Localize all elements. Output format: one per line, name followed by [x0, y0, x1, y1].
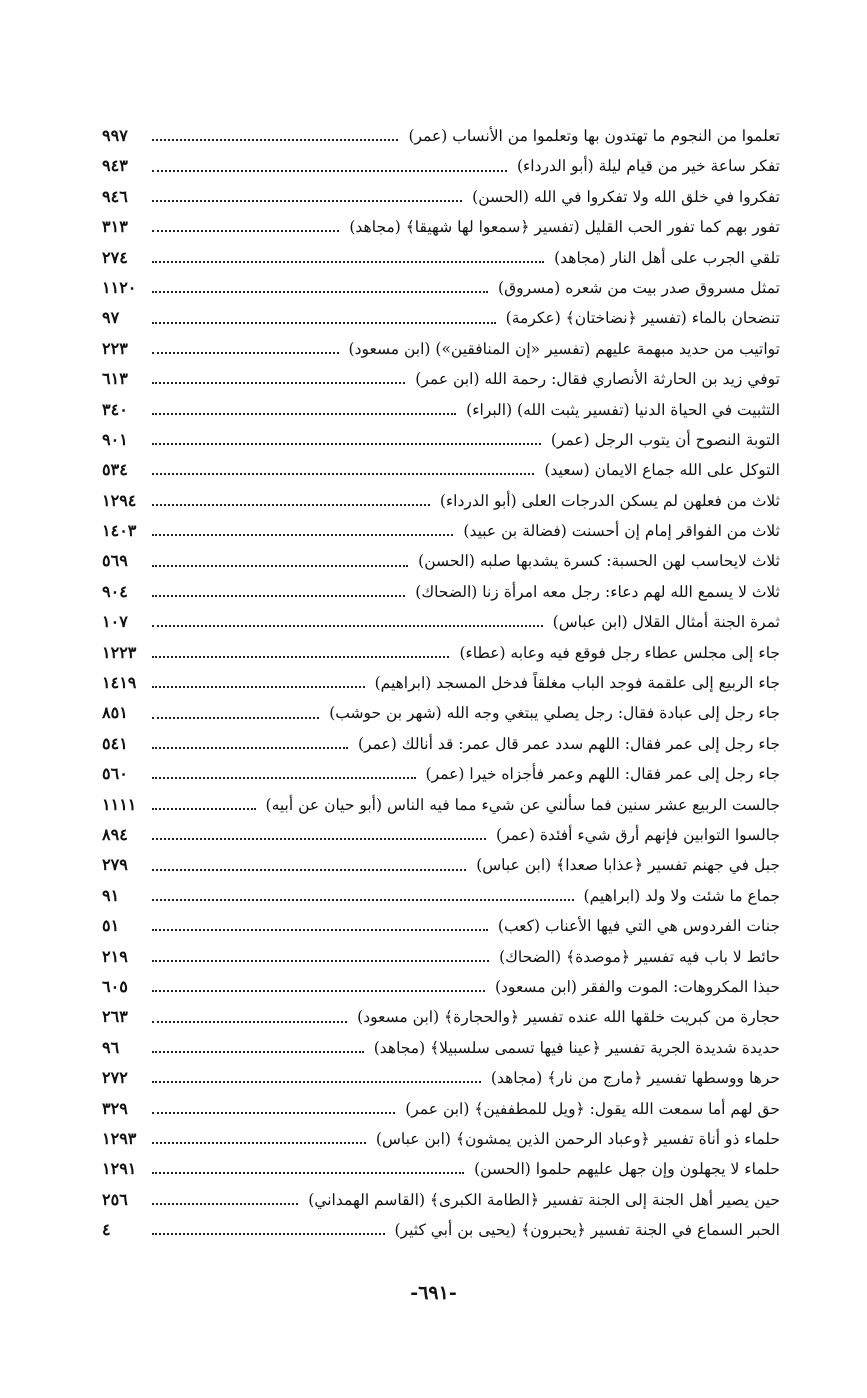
entry-text: تفور بهم كما تفور الحب القليل (تفسير ﴿سمعوا لها شهيقا﴾ (مجاهد)	[349, 218, 780, 237]
entry-text: حلماء لا يجهلون وإن جهل عليهم حلموا (الحسن)	[474, 1160, 780, 1179]
index-entry	[102, 638, 780, 668]
dot-leader	[152, 1021, 347, 1023]
dot-leader	[152, 1112, 395, 1114]
entry-page-number: ٢٧٩	[102, 855, 128, 875]
entry-text: حق لهم أما سمعت الله يقول: ﴿ويل للمطففين﴾ (ابن عمر)	[405, 1099, 780, 1118]
index-entry	[102, 455, 780, 485]
index-entry	[102, 1094, 780, 1124]
entry-page-number: ٢٧٤	[102, 247, 128, 267]
index-entry	[102, 395, 780, 425]
entry-text: ثمرة الجنة أمثال القلال (ابن عباس)	[552, 613, 780, 632]
entry-text: حرها ووسطها تفسير ﴿مارج من نار﴾ (مجاهد)	[490, 1069, 780, 1088]
index-entry	[102, 1154, 780, 1184]
entry-page-number: ٣٢٩	[102, 1098, 128, 1118]
entry-text: تنضحان بالماء (تفسير ﴿نضاختان﴾ (عكرمة)	[505, 309, 780, 328]
index-entry	[102, 850, 780, 880]
index-entry	[102, 364, 780, 394]
entry-page-number: ٥٣٤	[102, 460, 128, 480]
entry-page-number: ٢١٩	[102, 946, 128, 966]
dot-leader	[152, 625, 543, 627]
index-entry	[102, 303, 780, 333]
entry-text: تعلموا من النجوم ما تهتدون بها وتعلموا من الأنساب (عمر)	[408, 127, 780, 145]
dot-leader	[152, 352, 339, 354]
entry-page-number: ٦٠٥	[102, 976, 128, 996]
entry-text: ثلاث لايحاسب لهن الحسبة: كسرة يشدبها صلبه (الحسن)	[418, 552, 780, 571]
dot-leader	[152, 929, 488, 931]
entry-page-number: ٥٤١	[102, 733, 128, 753]
entry-page-number: ٢٥٦	[102, 1189, 128, 1209]
dot-leader	[152, 382, 405, 384]
entry-text: التوكل على الله جماع الايمان (سعيد)	[544, 461, 780, 480]
entry-page-number: ١٤١٩	[102, 673, 137, 693]
entry-page-number: ٩٧	[102, 308, 120, 328]
index-entry	[102, 243, 780, 273]
entry-text: ثلاث لا يسمع الله لهم دعاء: رجل معه امرأة زنا (الضحاك)	[415, 582, 780, 601]
entry-text: حلماء ذو أناة تفسير ﴿وعباد الرحمن الذين يمشون﴾ (ابن عباس)	[375, 1129, 780, 1148]
entry-text: تفكر ساعة خير من قيام ليلة (أبو الدرداء)	[516, 157, 780, 176]
entry-text: توفي زيد بن الحارثة الأنصاري فقال: رحمة الله (ابن عمر)	[415, 370, 780, 389]
index-entry	[102, 972, 780, 1002]
index-entry	[102, 911, 780, 941]
entry-page-number: ٣١٣	[102, 217, 128, 237]
entry-page-number: ٢٧٢	[102, 1068, 128, 1088]
index-entry	[102, 212, 780, 242]
dot-leader	[152, 170, 507, 172]
index-list	[102, 121, 780, 1245]
dot-leader	[152, 1081, 481, 1083]
dot-leader	[152, 413, 456, 415]
dot-leader	[152, 1142, 366, 1144]
dot-leader	[152, 534, 453, 536]
dot-leader	[152, 838, 486, 840]
index-entry	[102, 121, 780, 151]
index-entry	[102, 820, 780, 850]
index-entry	[102, 516, 780, 546]
entry-text: جالست الربيع عشر سنين فما سألني عن شيء مما فيه الناس (أبو حيان عن أبيه)	[265, 795, 780, 814]
dot-leader	[152, 595, 405, 597]
dot-leader	[152, 747, 348, 749]
entry-text: التوبة النصوح أن يتوب الرجل (عمر)	[550, 430, 780, 449]
dot-leader	[152, 717, 319, 719]
entry-page-number: ٦١٣	[102, 369, 128, 389]
index-entry	[102, 668, 780, 698]
dot-leader	[152, 1051, 364, 1053]
entry-page-number: ١٢٩٣	[102, 1128, 137, 1148]
entry-page-number: ٩٦	[102, 1037, 120, 1057]
dot-leader	[152, 899, 574, 901]
entry-text: جاء إلى مجلس عطاء رجل فوقع فيه وعابه (عطاء)	[459, 643, 780, 662]
entry-page-number: ٥٦٠	[102, 764, 128, 784]
index-entry	[102, 1215, 780, 1245]
dot-leader	[152, 200, 462, 202]
entry-text: جماع ما شئت ولا ولد (ابراهيم)	[583, 886, 780, 905]
index-entry	[102, 486, 780, 516]
entry-page-number: ١٢٢٣	[102, 642, 137, 662]
index-entry	[102, 942, 780, 972]
entry-text: تمثل مسروق صدر بيت من شعره (مسروق)	[498, 278, 780, 297]
entry-text: جاء الربيع إلى علقمة فوجد الباب مغلقاً فدخل المسجد (ابراهيم)	[374, 674, 780, 693]
dot-leader	[152, 504, 430, 506]
dot-leader	[152, 656, 449, 658]
entry-page-number: ٨٩٤	[102, 824, 128, 844]
entry-page-number: ١١١١	[102, 794, 137, 814]
entry-text: تلقي الجرب على أهل النار (مجاهد)	[554, 248, 780, 267]
index-entry	[102, 182, 780, 212]
entry-text: حديدة شديدة الجرية تفسير ﴿عينا فيها تسمى سلسبيلا﴾ (مجاهد)	[373, 1038, 780, 1057]
dot-leader	[152, 322, 496, 324]
dot-leader	[152, 869, 466, 871]
index-entry	[102, 759, 780, 789]
index-entry	[102, 1063, 780, 1093]
entry-page-number: ١١٢٠	[102, 277, 137, 297]
entry-page-number: ٩٠١	[102, 429, 128, 449]
entry-page-number: ٢٢٣	[102, 338, 128, 358]
dot-leader	[152, 990, 485, 992]
entry-text: جالسوا التوابين فإنهم أرق شيء أفئدة (عمر)	[496, 825, 780, 844]
dot-leader	[152, 960, 489, 962]
entry-text: الحبر السماع في الجنة تفسير ﴿يحبرون﴾ (يحيى بن أبي كثير)	[394, 1221, 780, 1240]
entry-text: جاء رجل إلى عمر فقال: اللهم سدد عمر قال عمر: قد أنالك (عمر)	[357, 734, 780, 753]
page-number: -٦٩١-	[410, 1282, 457, 1304]
entry-page-number: ٩٠٤	[102, 581, 128, 601]
index-entry	[102, 698, 780, 728]
entry-page-number: ٩١	[102, 885, 120, 905]
entry-text: جبل في جهنم تفسير ﴿عذابا صعدا﴾ (ابن عباس)	[476, 856, 780, 875]
dot-leader	[152, 473, 534, 475]
entry-text: حجارة من كبريت خلقها الله عنده تفسير ﴿والحجارة﴾ (ابن مسعود)	[357, 1008, 780, 1027]
entry-text: حبذا المكروهات: الموت والفقر (ابن مسعود)	[494, 977, 780, 996]
dot-leader	[152, 777, 416, 779]
entry-page-number: ٥٦٩	[102, 551, 128, 571]
index-entry	[102, 334, 780, 364]
dot-leader	[152, 808, 256, 810]
dot-leader	[152, 1203, 298, 1205]
dot-leader	[152, 261, 544, 263]
entry-page-number: ١٢٩٤	[102, 490, 137, 510]
entry-text: ثلاث من فعلهن لم يسكن الدرجات العلى (أبو الدرداء)	[439, 491, 780, 510]
entry-page-number: ٢٦٣	[102, 1007, 128, 1027]
dot-leader	[152, 230, 339, 232]
index-entry	[102, 151, 780, 181]
index-entry	[102, 607, 780, 637]
index-entry	[102, 1185, 780, 1215]
entry-page-number: ٩٩٧	[102, 126, 128, 145]
entry-text: تواتيب من حديد مبهمة عليهم (تفسير «إن المنافقين») (ابن مسعود)	[348, 339, 780, 358]
entry-text: تفكروا في خلق الله ولا تفكروا في الله (الحسن)	[472, 187, 780, 206]
dot-leader	[152, 565, 408, 567]
entry-page-number: ٩٤٦	[102, 186, 128, 206]
dot-leader	[152, 686, 365, 688]
dot-leader	[152, 1172, 464, 1174]
dot-leader	[152, 291, 488, 293]
entry-text: حائط لا باب فيه تفسير ﴿موصدة﴾ (الضحاك)	[499, 947, 780, 966]
dot-leader	[152, 443, 541, 445]
entry-text: حين يصير أهل الجنة إلى الجنة تفسير ﴿الطامة الكبرى﴾ (القاسم الهمداني)	[308, 1190, 780, 1209]
entry-text: ثلاث من الفواقر إمام إن أحسنت (فضالة بن عبيد)	[463, 522, 780, 541]
entry-page-number: ٤	[102, 1220, 111, 1240]
entry-page-number: ٥١	[102, 916, 120, 936]
index-entry	[102, 881, 780, 911]
dot-leader	[152, 1233, 385, 1235]
entry-text: جاء رجل إلى عمر فقال: اللهم وعمر فأجزاه خيرا (عمر)	[425, 765, 780, 784]
dot-leader	[152, 139, 398, 141]
entry-page-number: ٨٥١	[102, 703, 128, 723]
index-entry	[102, 1033, 780, 1063]
entry-text: جنات الفردوس هي التي فيها الأعناب (كعب)	[497, 917, 780, 936]
index-entry	[102, 790, 780, 820]
entry-page-number: ٣٤٠	[102, 399, 128, 419]
index-entry	[102, 273, 780, 303]
index-entry	[102, 425, 780, 455]
index-entry	[102, 577, 780, 607]
entry-text: جاء رجل إلى عبادة فقال: رجل يصلي يبتغي وجه الله (شهر بن حوشب)	[329, 704, 780, 723]
index-entry	[102, 729, 780, 759]
index-entry	[102, 1002, 780, 1032]
entry-page-number: ١٠٧	[102, 612, 128, 632]
index-entry	[102, 1124, 780, 1154]
entry-text: التثبيت في الحياة الدنيا (تفسير يثبت الله) (البراء)	[466, 400, 780, 419]
entry-page-number: ١٢٩١	[102, 1159, 137, 1179]
index-entry	[102, 546, 780, 576]
entry-page-number: ٩٤٣	[102, 156, 128, 176]
entry-page-number: ١٤٠٣	[102, 521, 137, 541]
